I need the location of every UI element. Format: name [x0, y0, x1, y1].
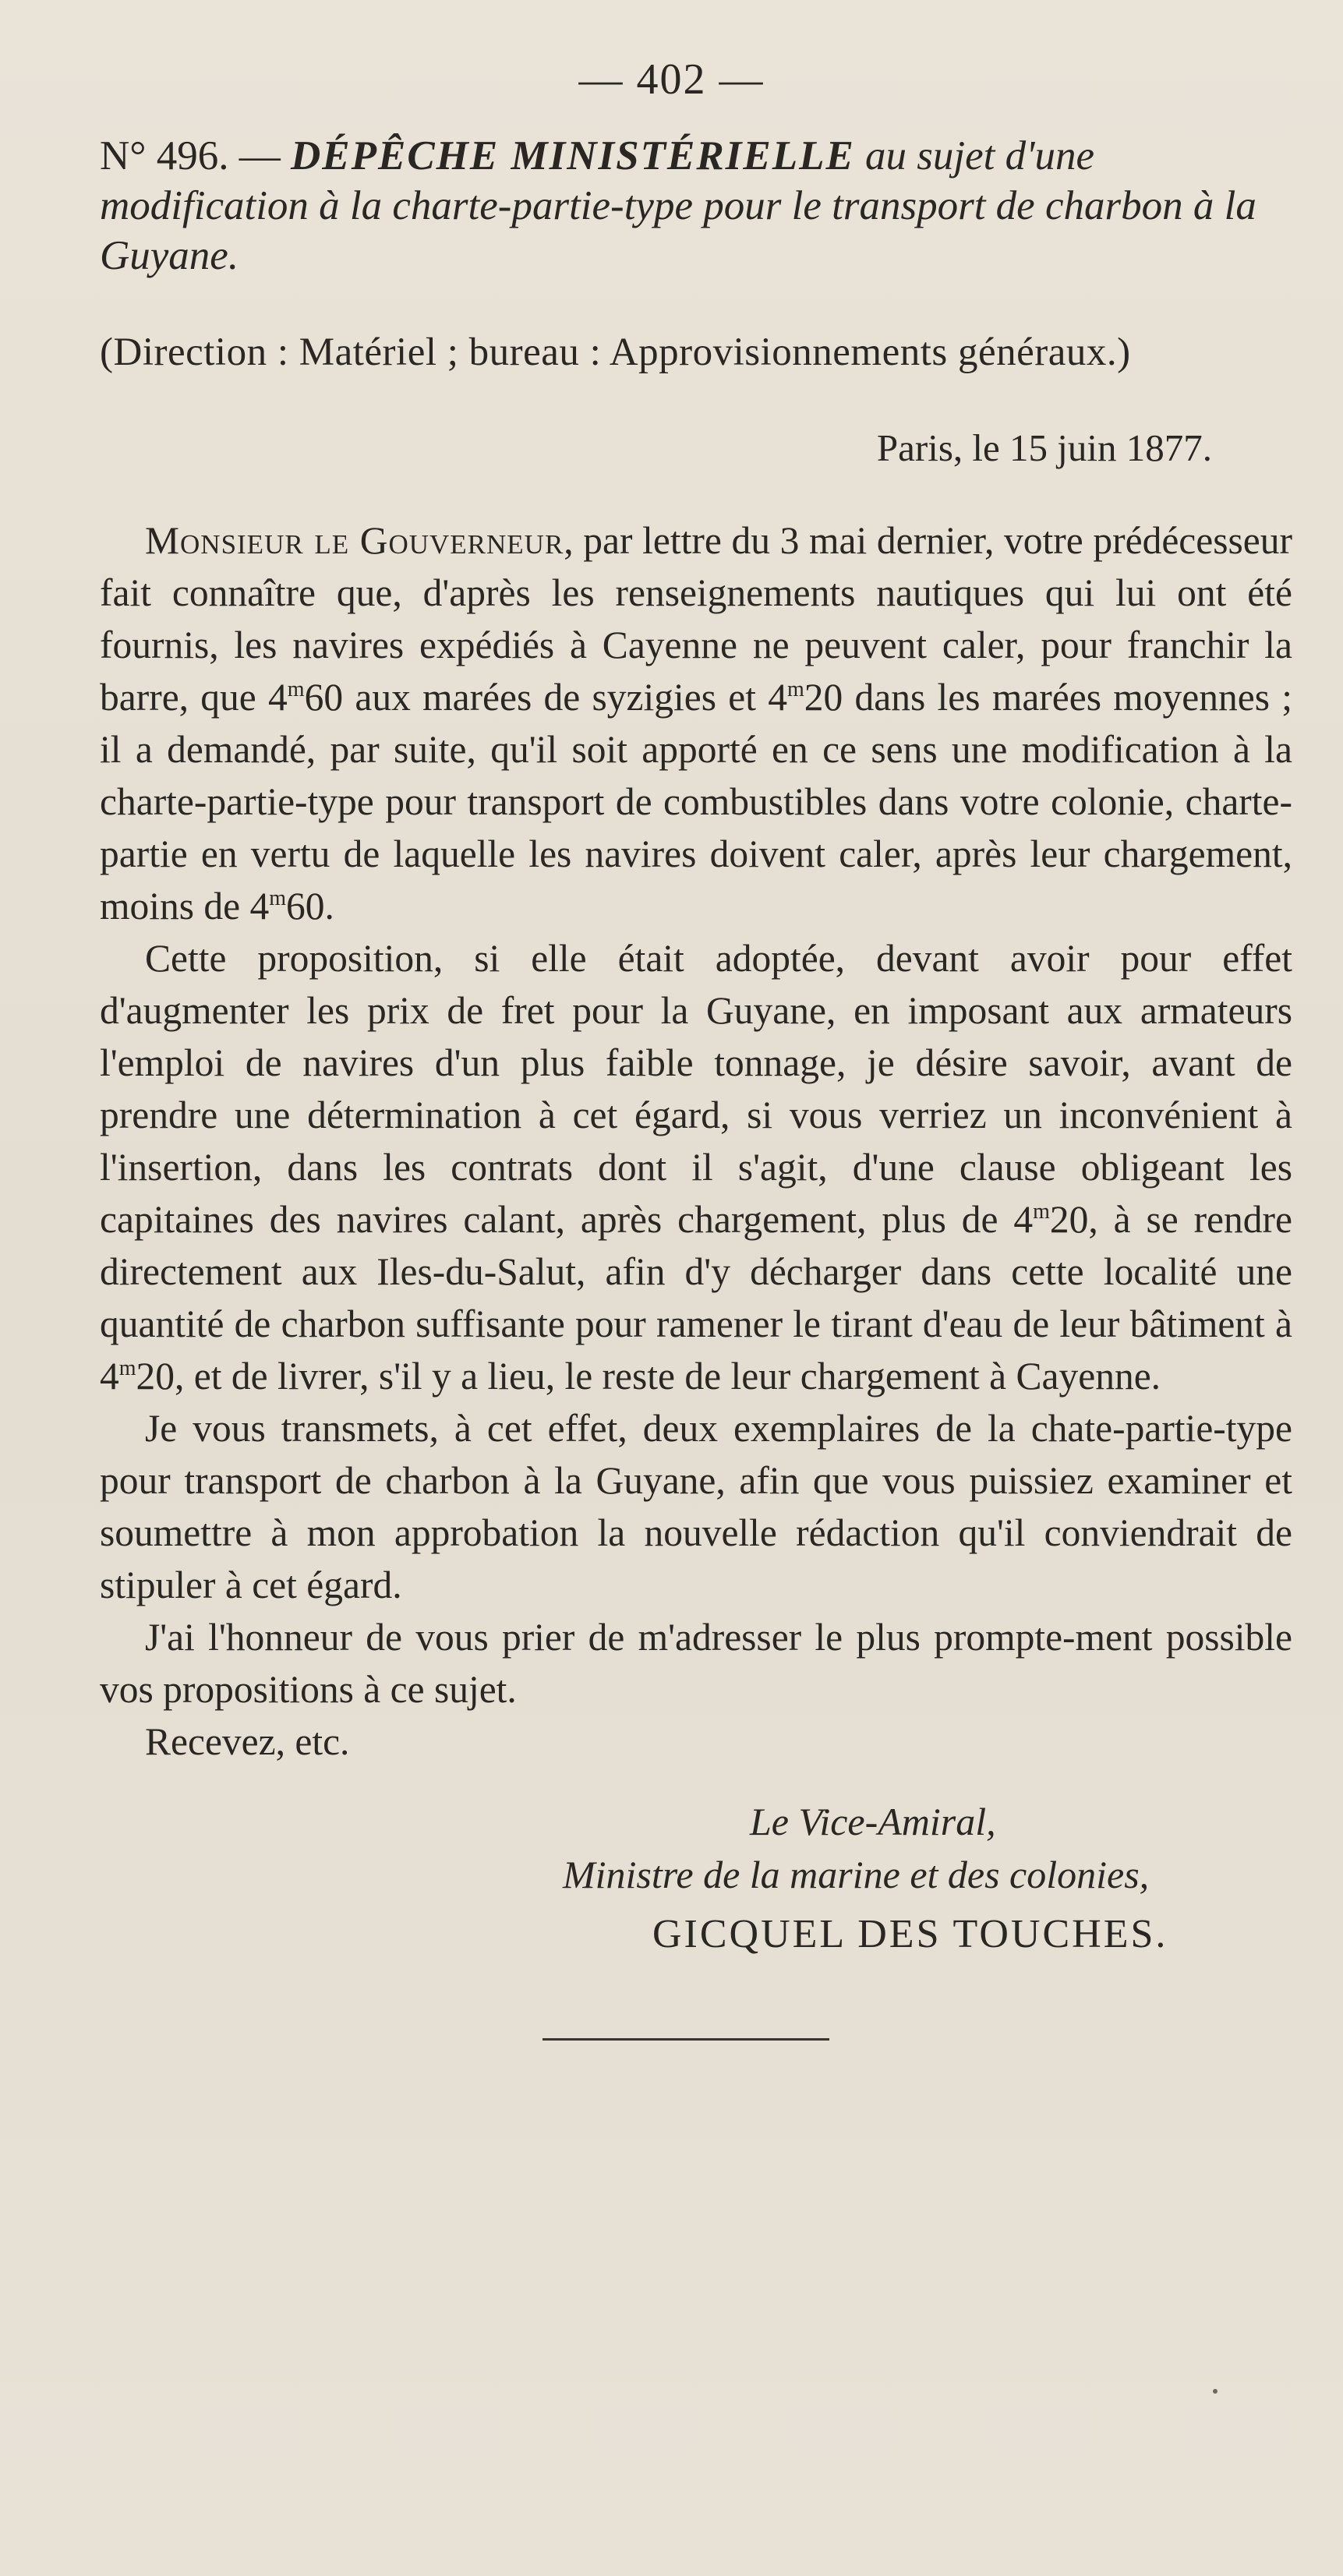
closing-rule	[543, 2038, 829, 2041]
signature-office: Ministre de la marine et des colonies,	[563, 1853, 1150, 1896]
signature-rank: Le Vice-Amiral,	[750, 1800, 996, 1843]
document-number: N° 496. —	[100, 133, 291, 178]
direction-line: (Direction : Matériel ; bureau : Approvisionnements généraux.)	[100, 330, 1131, 374]
page-number: — 402 —	[578, 55, 765, 104]
document-subject: au sujet d'une modification à la charte-partie-type pour le transport de charbon à la Guyane.	[100, 133, 1256, 278]
closing-formula: Recevez, etc.	[145, 1720, 350, 1763]
paragraph-3: Je vous transmets, à cet effet, deux exemplaires de la chate-partie-type pour transport de charbon à la Guyane, afin que vous puissiez examiner et soumettre à mon approbation la nouvelle rédaction qu'il conviendrait de stipuler à cet égard.	[100, 1407, 1292, 1606]
signature-name: GICQUEL DES TOUCHES.	[652, 1912, 1168, 1956]
dateline: Paris, le 15 juin 1877.	[876, 426, 1212, 469]
paragraph-1: Monsieur le Gouverneur, par lettre du 3 mai dernier, votre prédécesseur fait connaître que, d'après les renseignements nautiques qui lui ont été fournis, les navires expédiés à Cayenne ne peuvent caler, pour franchir la barre, que 4$^m$60 aux marées de syzigies et 4$^m$20 dans les marées moyennes ; il a demandé, par suite, qu'il soit apporté en ce sens une modification à la charte-partie-type pour transport de combustibles dans votre colonie, charte-partie en vertu de laquelle les navires doivent caler, après leur chargement, moins de 4$^m$60.	[100, 519, 1292, 928]
paragraph-2: Cette proposition, si elle était adoptée, devant avoir pour effet d'augmenter les prix de fret pour la Guyane, en imposant aux armateurs l'emploi de navires d'un plus faible tonnage, je désire savoir, avant de prendre une détermination à cet égard, si vous verriez un inconvénient à l'insertion, dans les contrats dont il s'agit, d'une clause obligeant les capitaines des navires calant, après chargement, plus de 4$^m$20, à se rendre directement aux Iles-du-Salut, afin d'y décharger dans cette localité une quantité de charbon suffisante pour ramener le tirant d'eau de leur bâtiment à 4$^m$20, et de livrer, s'il y a lieu, le reste de leur chargement à Cayenne.	[100, 937, 1292, 1398]
letter-body	[100, 514, 1292, 1768]
paper-speck	[1213, 2389, 1218, 2394]
document-heading	[100, 131, 1292, 281]
salutation: Monsieur le Gouverneur	[145, 519, 564, 562]
paragraph-4: J'ai l'honneur de vous prier de m'adresser le plus prompte-ment possible vos propositions à ce sujet.	[100, 1616, 1292, 1711]
document-title: DÉPÊCHE MINISTÉRIELLE	[290, 133, 855, 178]
